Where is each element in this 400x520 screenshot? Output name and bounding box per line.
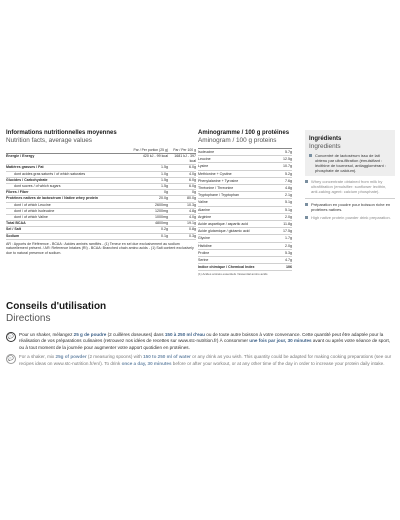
directions-title-fr: Conseils d'utilisation [6, 301, 107, 312]
portion-value: 1.0g [161, 171, 168, 176]
amino-label: Valine [198, 200, 208, 205]
ingredients-title-fr: Ingrédients [309, 136, 342, 142]
nutrition-panel [6, 130, 196, 256]
highlight-text: 150 à 250 ml d'eau [164, 332, 205, 337]
amino-row [198, 178, 292, 185]
chemical-index-row [198, 264, 292, 271]
per100-value: 4.8g [189, 208, 196, 213]
amino-row [198, 163, 292, 170]
highlight-text: once a day, 30 minutes [121, 360, 172, 366]
nutrient-label: Glucides / Carbohydrate [6, 177, 48, 182]
body-text: avant ou après votre séance de sport, ou à tout moment de la journée pour augmenter votre apport quotidien en protéines. [19, 338, 390, 350]
preparation-fr: Préparation en poudre pour boisson riche en protéines natives. [305, 202, 395, 212]
amino-value: 4.8g [285, 186, 292, 191]
portion-value: 420 kJ - 99 kcal [142, 154, 168, 158]
ingredients-panel [305, 130, 395, 220]
per100-value: 6.0g [189, 165, 196, 170]
highlight-text: 150 to 250 ml of water [143, 354, 191, 360]
aminogram-footnote: (1) Acides aminés essentiels / Essential amino acids [198, 272, 268, 277]
amino-row [198, 214, 292, 221]
col-per100: Par / Per 100 g [173, 148, 196, 152]
directions-text-fr [19, 332, 394, 351]
amino-value: 5.1g [285, 200, 292, 205]
amino-row [198, 149, 292, 156]
aminogram-title-en: Aminogram / 100 g proteins [198, 137, 277, 144]
per100-value: 4.0g [189, 215, 196, 220]
amino-row [198, 207, 292, 214]
per100-value: 0g [192, 190, 196, 195]
directions-fr [6, 332, 394, 351]
aminogram-panel [198, 130, 292, 276]
directions-title-en: Directions [6, 313, 51, 324]
nutrient-label: dont / of which Isoleucine [14, 208, 55, 213]
ingredient-item-fr: Concentré de lactosérum issu de lait obtenu par ultra-filtration (émulsifiant : lécithine de tournesol, antiagglomérant : phosphate de calcium). [309, 153, 391, 173]
highlight-text: une fois par jour, 30 minutes [249, 338, 312, 344]
amino-label: Acide glutamique / glutamic acid [198, 229, 250, 234]
amino-value: 2.0g [285, 214, 292, 219]
nutrition-footnote: AR : Apports de Référence - BCAA : Acides aminés ramifiés - (1) Teneur en sel due exclusivement au sodium naturellement présent. / AR: Reference Intakes (RI) - BCAA: Branched chain amino acids - (1) Salt content exclusively due to natural presence of sodium. [6, 241, 194, 256]
highlight-text: 25g of powder [55, 354, 87, 360]
chemical-index-label: Indice chimique / Chemical Index [198, 265, 255, 270]
per100-value: 0.3g [189, 233, 196, 238]
amino-row [198, 228, 292, 235]
amino-label: Leucine [198, 157, 211, 162]
speech-bubble-icon: 💬 [7, 333, 15, 340]
ingredient-item-en: Whey concentrate obtained from milk by ultrafiltration (emulsifier: sunflower lecithin, anti-caking agent: calcium phosphate). [305, 179, 395, 194]
nutrient-label: Matières grasses / Fat [6, 165, 44, 170]
directions-en [6, 354, 394, 367]
speech-bubble-icon: 💬 [7, 355, 15, 362]
nutrient-label: dont / of which Leucine [14, 202, 51, 207]
portion-value: 20.0g [159, 196, 168, 201]
ingredients-box [305, 130, 395, 176]
amino-row [198, 192, 292, 199]
amino-value: 5.7g [285, 150, 292, 154]
amino-row [198, 257, 292, 264]
portion-value: 4800mg [155, 221, 168, 226]
nutrient-label: Total BCAA [6, 221, 26, 226]
portion-value: 0g [164, 190, 168, 195]
body-text: ou de toute autre boisson à votre convenance. Cette quantité peut être adaptée pour la réalisation de vos préparations culinaires (retrouvez nos idées de recettes sur www.stc-nutrition.fr) À consommer [19, 332, 384, 344]
nutrient-label: Fibres / Fiber [6, 190, 29, 195]
body-text: For a shaker, mix [19, 354, 56, 360]
per100-value: 4.0g [189, 171, 196, 176]
nutrition-row [6, 234, 196, 240]
amino-row [198, 171, 292, 178]
amino-row [198, 221, 292, 228]
amino-row [198, 199, 292, 206]
amino-label: Thréonine / Threonine [198, 186, 234, 191]
amino-label: Proline [198, 250, 210, 255]
portion-value: 0.1g [161, 233, 168, 238]
col-portion: Par / Per portion (25 g) [133, 148, 168, 152]
amino-row [198, 156, 292, 163]
nutrient-label: Protéines natives de lactosérum / Native whey protein [6, 196, 99, 201]
portion-value: 1.5g [161, 165, 168, 170]
amino-label: Acide aspartique / aspartic acid [198, 222, 248, 227]
nutrient-label: Sel / Salt [6, 227, 21, 232]
body-text: (2 cuillères doseuses) dans [106, 332, 165, 337]
nutrition-rows [6, 154, 196, 240]
nutrient-label: Énergie / Energy [6, 154, 35, 158]
per100-value: 6.0g [189, 184, 196, 189]
portion-value: 0.2g [161, 227, 168, 232]
amino-label: Histidine [198, 243, 212, 248]
amino-label: Alanine [198, 207, 210, 212]
amino-label: Isoleucine [198, 150, 215, 154]
amino-label: Glycine [198, 236, 210, 241]
directions-section [6, 301, 394, 367]
per100-value: 0.8g [189, 227, 196, 232]
nutrition-title-fr: Informations nutritionnelles moyennes [6, 130, 117, 136]
nutrient-label: dont sucres / of which sugars [14, 184, 61, 189]
per100-value: 10.3g [187, 202, 196, 207]
body-text: before or after your workout, or at any other time of the day in order to increase your protein daily intake. [171, 360, 385, 366]
amino-value: 11.8g [283, 222, 292, 227]
per100-value: 6.0g [189, 177, 196, 182]
amino-value: 2.0g [285, 243, 292, 248]
amino-value: 10.7g [283, 164, 292, 169]
amino-label: Lysine [198, 164, 209, 169]
aminogram-rows [198, 149, 292, 264]
amino-row [198, 243, 292, 250]
nutrition-title-en: Nutrition facts, average values [6, 137, 92, 144]
body-text: (2 measuring spoons) with [86, 354, 144, 360]
amino-label: Arginine [198, 214, 212, 219]
amino-row [198, 250, 292, 257]
portion-value: 1000mg [155, 215, 168, 220]
amino-value: 2.1g [285, 193, 292, 198]
portion-value: 1.5g [161, 184, 168, 189]
amino-value: 17.5g [283, 229, 292, 234]
chemical-index-value: 106 [286, 265, 292, 270]
aminogram-title-fr: Aminogramme / 100 g protéines [198, 130, 290, 136]
body-text: Pour un shaker, mélangez [19, 332, 74, 337]
body-text: or any drink as you wish. This quantity could be adapted for making cooking preparations (see our recipes ideas on www.stc-nutrition.fr/en/). To drink [19, 354, 392, 366]
amino-label: Methionine + Cystine [198, 171, 232, 176]
amino-row [198, 235, 292, 242]
nutrient-label: dont acides gras saturés / of which saturates [14, 171, 86, 176]
amino-row [198, 185, 292, 192]
amino-value: 1.7g [285, 236, 292, 241]
per100-value: 19.1g [187, 221, 196, 226]
ingredients-divider [305, 198, 395, 199]
amino-value: 12.5g [283, 157, 292, 162]
portion-value: 2600mg [155, 202, 168, 207]
nutrient-label: Sodium [6, 233, 20, 238]
amino-value: 5.3g [285, 250, 292, 255]
amino-value: 7.6g [285, 178, 292, 183]
preparation-en: High native protein powder drink preparation. [305, 215, 395, 220]
amino-label: Tryptophane / Tryptophan [198, 193, 240, 198]
amino-value: 4.7g [285, 258, 292, 263]
highlight-text: 25 g de poudre [73, 332, 107, 337]
per100-value: 80.0g [187, 196, 196, 201]
portion-value: 1.5g [161, 177, 168, 182]
per100-value: 1681 kJ - 397 kcal [174, 154, 196, 164]
amino-value: 5.1g [285, 207, 292, 212]
amino-label: Phenylalanine + Tyrosine [198, 178, 239, 183]
portion-value: 1200mg [155, 208, 168, 213]
ingredients-title-en: Ingredients [309, 143, 341, 150]
nutrient-label: dont / of which Valine [14, 215, 48, 220]
nutrition-row [6, 154, 196, 165]
amino-value: 5.2g [285, 171, 292, 176]
directions-text-en [19, 354, 394, 367]
amino-label: Serine [198, 258, 209, 263]
